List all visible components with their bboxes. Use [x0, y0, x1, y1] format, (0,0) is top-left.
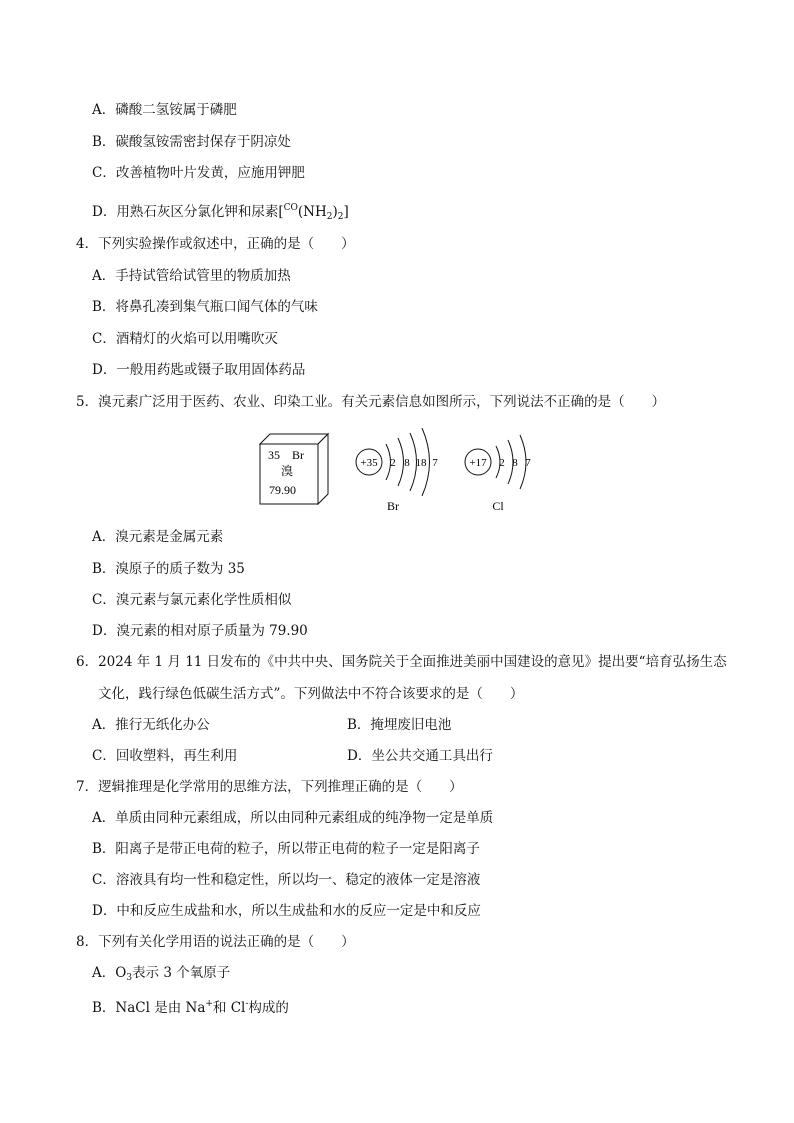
q4-option-b: B．将鼻孔凑到集气瓶口闻气体的气味 [92, 299, 318, 315]
q4-option-d: D．一般用药匙或镊子取用固体药品 [92, 362, 306, 378]
q6-option-d: D．坐公共交通工具出行 [347, 748, 493, 764]
q3-option-c: C．改善植物叶片发黄，应施用钾肥 [92, 165, 305, 181]
q7-option-b: B．阳离子是带正电荷的粒子，所以带正电荷的粒子一定是阳离子 [92, 841, 480, 857]
cl-atom-diagram [465, 435, 531, 513]
br-atom-diagram [356, 428, 438, 513]
q3-option-d [92, 199, 349, 226]
q3-option-d-text: D．用熟石灰区分氯化钾和尿素 [92, 204, 279, 220]
q5-stem: 5．溴元素广泛用于医药、农业、印染工业。有关元素信息如图所示，下列说法不正确的是（ ） [76, 394, 666, 410]
q6-stem-line2: 文化，践行绿色低碳生活方式”。下列做法中不符合该要求的是（ ） [98, 686, 524, 702]
q5-option-c: C．溴元素与氯元素化学性质相似 [92, 592, 292, 608]
q6-option-a: A．推行无纸化办公 [92, 717, 210, 733]
q3-option-a: A．磷酸二氢铵属于磷肥 [92, 102, 237, 118]
br-shell-4: 7 [432, 457, 438, 469]
q5-option-b: B．溴原子的质子数为 35 [92, 561, 245, 577]
q3-option-b: B．碳酸氢铵需密封保存于阴凉处 [92, 134, 291, 150]
br-shell-3: 18 [415, 457, 427, 469]
element-name: 溴 [281, 464, 294, 478]
q7-option-c: C．溶液具有均一性和稳定性，所以均一、稳定的液体一定是溶液 [92, 872, 481, 888]
q6-option-c: C．回收塑料，再生利用 [92, 748, 238, 764]
q8-option-b: B．NaCl 是由 Na+和 Cl-构成的 [92, 999, 289, 1016]
element-cube [260, 434, 328, 504]
q8-stem: 8．下列有关化学用语的说法正确的是（ ） [76, 934, 355, 950]
atomic-number: 35 [268, 448, 280, 462]
br-shell-1: 2 [390, 457, 396, 469]
atomic-mass: 79.90 [269, 483, 296, 497]
q6-stem-line1: 6．2024 年 1 月 11 日发布的《中共中央、国务院关于全面推进美丽中国建设的意见》提出要“培育弘扬生态 [76, 654, 727, 670]
q6-option-b: B．掩埋废旧电池 [347, 717, 452, 733]
element-info-figure [258, 428, 548, 516]
q8-option-a: A．$O_3$表示 3 个氧原子 [92, 965, 231, 983]
q4-stem: 4．下列实验操作或叙述中，正确的是（ ） [76, 236, 355, 252]
q5-option-d: D．溴元素的相对原子质量为 79.90 [92, 623, 308, 639]
cl-nucleus-charge: +17 [469, 457, 487, 469]
cl-shell-1: 2 [499, 457, 505, 469]
q4-option-a: A．手持试管给试管里的物质加热 [92, 268, 291, 284]
q7-stem: 7．逻辑推理是化学常用的思维方法，下列推理正确的是（ ） [76, 779, 463, 795]
q7-option-d: D．中和反应生成盐和水，所以生成盐和水的反应一定是中和反应 [92, 903, 481, 919]
br-nucleus-charge: +35 [360, 457, 378, 469]
element-symbol: Br [292, 448, 304, 462]
urea-formula: $[^{CO}(NH_2)_2]$ [278, 203, 349, 222]
cl-label: Cl [492, 499, 504, 513]
br-label: Br [387, 499, 399, 513]
cl-shell-3: 7 [525, 457, 531, 469]
br-shell-2: 8 [404, 457, 410, 469]
q4-option-c: C．酒精灯的火焰可以用嘴吹灭 [92, 331, 278, 347]
cl-shell-2: 8 [512, 457, 518, 469]
q7-option-a: A．单质由同种元素组成，所以由同种元素组成的纯净物一定是单质 [92, 810, 494, 826]
q5-option-a: A．溴元素是金属元素 [92, 529, 224, 545]
